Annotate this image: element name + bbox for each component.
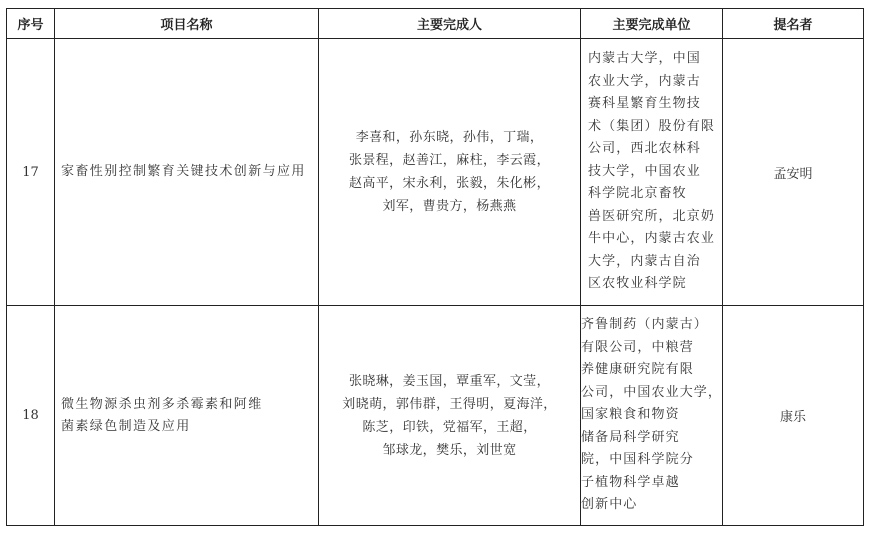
unit-line: 区农牧业科学院 bbox=[588, 276, 687, 292]
row-17-completers bbox=[319, 39, 581, 306]
unit-line: 储备局科学研究 bbox=[581, 429, 680, 445]
row-17-units bbox=[581, 39, 723, 306]
row-18-project-name bbox=[55, 306, 319, 525]
unit-line: 创新中心 bbox=[581, 497, 638, 513]
row-17-nominator: 孟安明 bbox=[723, 39, 863, 306]
completers-line: 刘晓萌，郭伟群，王得明，夏海洋， bbox=[342, 396, 557, 412]
completers-line: 刘军，曹贵方，杨燕燕 bbox=[382, 199, 517, 214]
unit-line: 农业大学，内蒙古 bbox=[588, 73, 701, 89]
completers-line: 张景程，赵善江，麻柱，李云霞， bbox=[348, 153, 550, 168]
unit-line: 公司，西北农林科 bbox=[588, 141, 701, 157]
header-main-completers: 主要完成人 bbox=[319, 9, 581, 39]
header-main-units: 主要完成单位 bbox=[581, 9, 723, 39]
unit-line: 技大学，中国农业 bbox=[588, 163, 701, 179]
row-18-index: 18 bbox=[7, 306, 55, 525]
unit-line: 国家粮食和物资 bbox=[581, 407, 680, 423]
completers-line: 邹球龙，樊乐，刘世宽 bbox=[382, 442, 517, 458]
unit-line: 内蒙古大学，中国 bbox=[588, 51, 701, 67]
unit-line: 养健康研究院有限 bbox=[581, 362, 694, 378]
unit-line: 有限公司，中粮营 bbox=[581, 339, 694, 355]
row-18-nominator: 康乐 bbox=[779, 410, 806, 425]
header-nominator: 提名者 bbox=[723, 9, 863, 39]
awards-table bbox=[6, 8, 864, 526]
unit-line: 公司，中国农业大学， bbox=[581, 384, 723, 400]
unit-line: 院，中国科学院分 bbox=[581, 452, 694, 468]
row-17-index: 17 bbox=[7, 39, 55, 306]
row-17-project-name bbox=[55, 39, 319, 306]
completers-line: 张晓琳，姜玉国，覃重军，文莹， bbox=[348, 373, 550, 389]
row-18-units bbox=[581, 306, 723, 525]
completers-line: 陈芝，印铁，党福军，王超， bbox=[362, 419, 537, 435]
unit-line: 牛中心，内蒙古农业 bbox=[588, 231, 715, 247]
unit-line: 术（集团）股份有限 bbox=[588, 118, 715, 134]
project-line: 菌素绿色制造及应用 bbox=[61, 418, 191, 434]
row-18-completers bbox=[319, 306, 581, 525]
header-project-name: 项目名称 bbox=[55, 9, 319, 39]
project-line: 微生物源杀虫剂多杀霉素和阿维 bbox=[61, 396, 263, 412]
completers-line: 赵高平，宋永利，张毅，朱化彬， bbox=[348, 176, 550, 191]
unit-line: 兽医研究所，北京奶 bbox=[588, 208, 715, 224]
header-index: 序号 bbox=[7, 9, 55, 39]
unit-line: 子植物科学卓越 bbox=[581, 474, 680, 490]
unit-line: 科学院北京畜牧 bbox=[588, 186, 687, 202]
unit-line: 齐鲁制药（内蒙古） bbox=[581, 317, 708, 333]
unit-line: 大学，内蒙古自治 bbox=[588, 253, 701, 269]
completers-line: 李喜和，孙东晓，孙伟，丁瑞， bbox=[355, 130, 544, 145]
project-line: 家畜性别控制繁育关键技术创新与应用 bbox=[61, 164, 306, 179]
unit-line: 赛科星繁育生物技 bbox=[588, 96, 701, 112]
